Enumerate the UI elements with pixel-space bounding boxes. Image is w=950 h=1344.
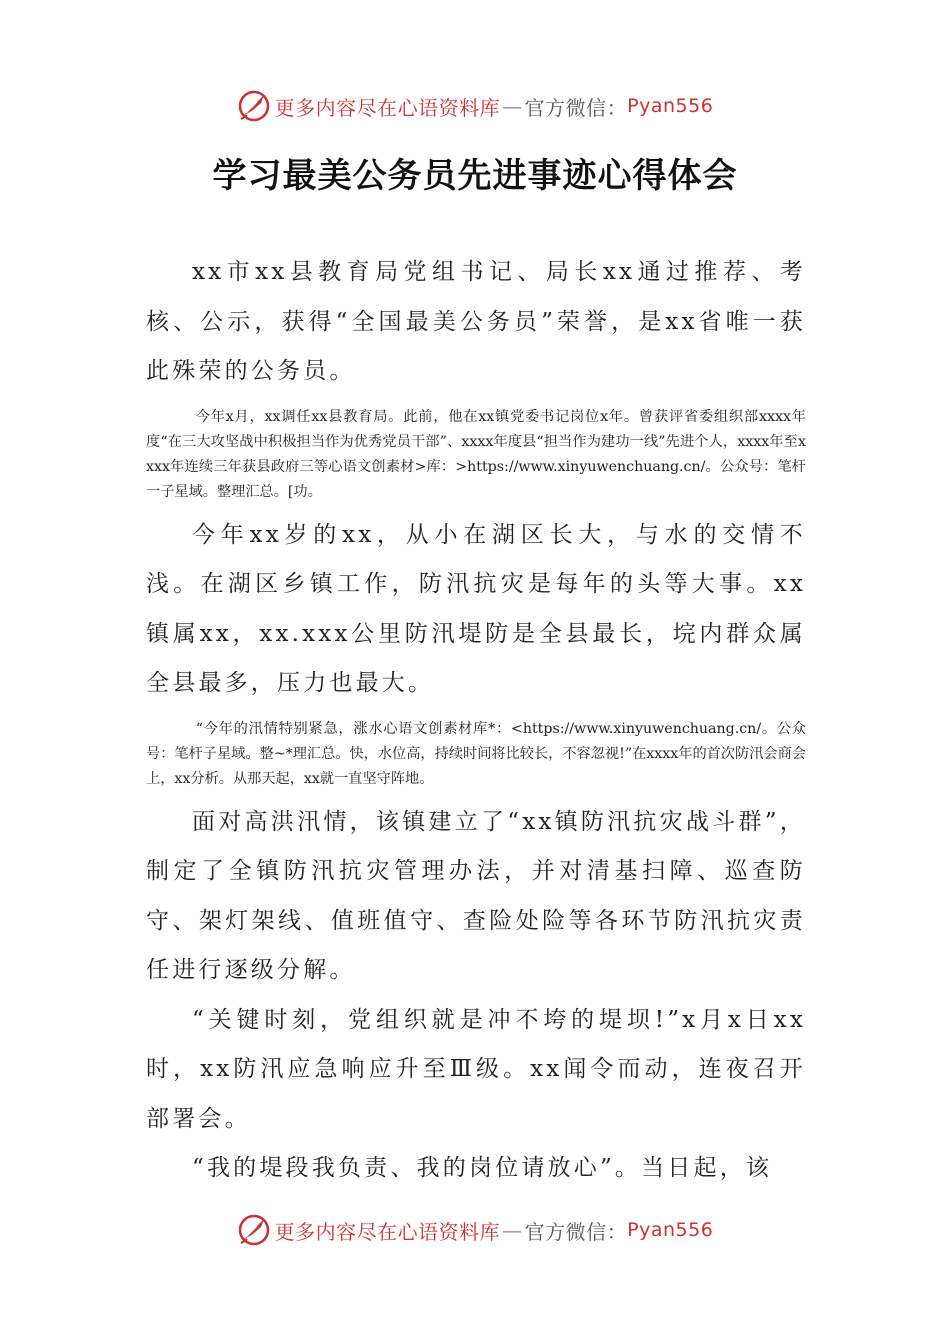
footer-banner — [0, 1210, 950, 1250]
paragraph-1: xx市xx县教育局党组书记、局长xx通过推荐、考核、公示，获得“全国最美公务员”荣誉，是xx省唯一获此殊荣的公务员。 — [146, 259, 806, 384]
paragraph-4: “今年的汛情特别紧急，涨水心语文创素材库*：<https://www.xinyuwenchuang.cn/。公众号：笔杆子星域。整~*理汇总。快，水位高，持续时间将比较长，不容忽视!”在xxxx年的首次防汛会商会上，xx分析。从那天起，xx就一直坚守阵地。 — [146, 720, 806, 787]
paragraph-6: “关键时刻，党组织就是冲不垮的堤坝!”x月x日xx时，xx防汛应急响应升至Ⅲ级。xx闻令而动，连夜召开部署会。 — [146, 1006, 806, 1132]
document-body — [146, 248, 806, 1194]
banner-wechat-label: 官方微信： — [524, 1219, 628, 1244]
paragraph-7: “我的堤段我负责、我的岗位请放心”。当日起，该 — [192, 1155, 773, 1181]
banner-dash: — — [502, 94, 523, 118]
quill-logo-icon — [237, 89, 271, 123]
quill-logo-icon — [237, 1213, 271, 1247]
banner-wechat-label: 官方微信： — [524, 95, 628, 120]
paragraph-5: 面对高洪汛情，该镇建立了“xx镇防汛抗灾战斗群”，制定了全镇防汛抗灾管理办法，并对清基扫障、巡查防守、架灯架线、值班值守、查险处险等各环节防汛抗灾责任进行逐级分解。 — [146, 808, 806, 983]
banner-wechat-id: Pyan556 — [627, 95, 714, 117]
banner-wechat-id: Pyan556 — [627, 1219, 714, 1241]
document-title: 学习最美公务员先进事迹心得体会 — [212, 156, 738, 196]
banner-promo-text: 更多内容尽在心语资料库 — [274, 1219, 501, 1244]
header-banner — [0, 86, 950, 126]
banner-promo-text: 更多内容尽在心语资料库 — [274, 95, 501, 120]
paragraph-3: 今年xx岁的xx，从小在湖区长大，与水的交情不浅。在湖区乡镇工作，防汛抗灾是每年的头等大事。xx镇属xx，xx.xxx公里防汛堤防是全县最长，垸内群众属全县最多，压力也最大。 — [146, 521, 806, 696]
banner-dash: — — [502, 1218, 523, 1242]
paragraph-2: 今年x月，xx调任xx县教育局。此前，他在xx镇党委书记岗位x年。曾获评省委组织部xxxx年度“在三大攻坚战中积极担当作为优秀党员干部”、xxxx年度县“担当作为建功一线”先进个人，xxxx年至xxxx年连续三年获县政府三等心语文创素材>库：>https://www.xinyuwenchuang.cn/。公众号：笔杆一子星域。整理汇总。[功。 — [146, 408, 806, 500]
